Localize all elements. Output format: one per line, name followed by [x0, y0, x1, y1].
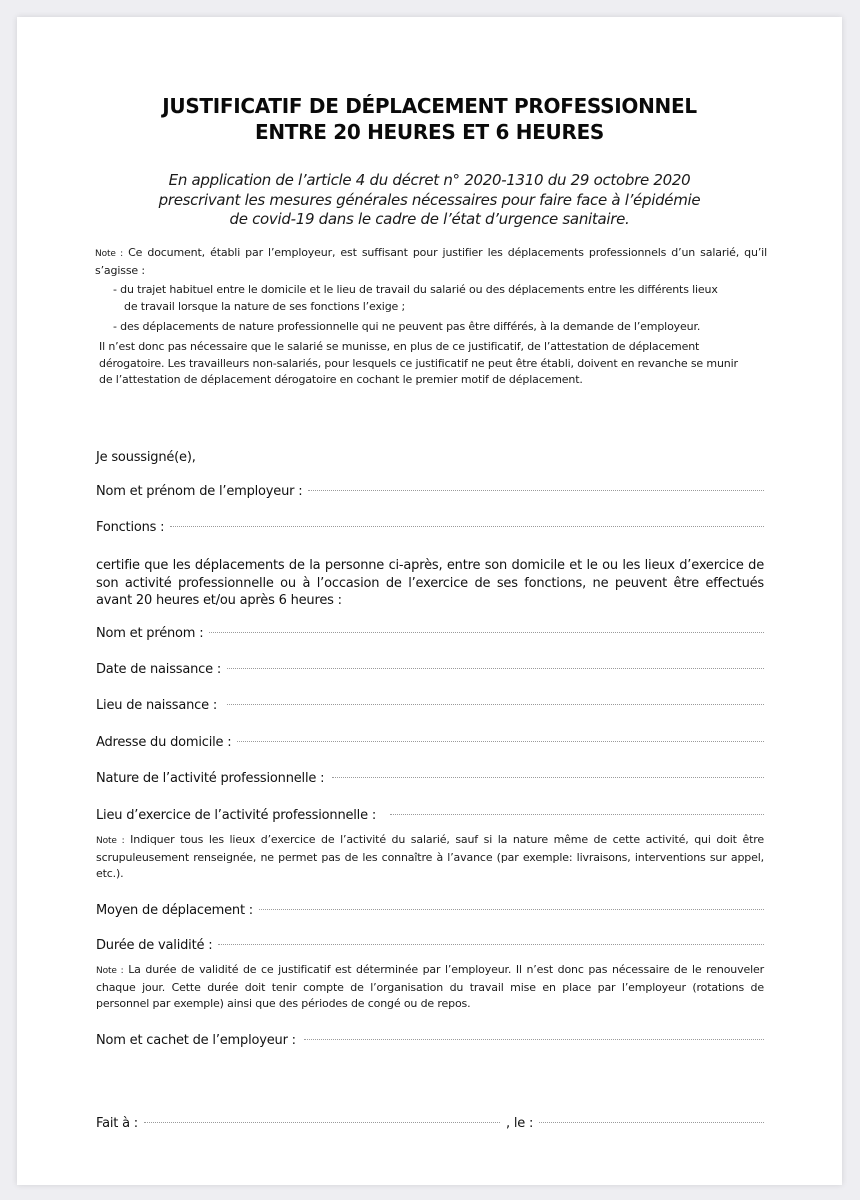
subtitle-line-1: En application de l’article 4 du décret n° 2020-1310 du 29 octobre 2020: [168, 171, 691, 189]
signature-row: [96, 1115, 764, 1133]
validity-note: Note : La durée de validité de ce justificatif est déterminée par l’employeur. Il n’est donc pas nécessaire de le renouveler chaque jour. Cette durée doit tenir compte de l’organisation du travail mise en place par l’employeur (rotations de personnel par exemple) ainsi que des périodes de congé ou de repos.: [96, 963, 764, 1011]
validity-label: Durée de validité :: [96, 938, 213, 953]
activity-nature-input-line[interactable]: [332, 776, 764, 778]
intro-note-text: Note : Ce document, établi par l’employeur, est suffisant pour justifier les déplacements professionnels d’un salarié, qu’il s’agisse :: [95, 246, 767, 277]
employee-name-label: Nom et prénom :: [96, 626, 204, 641]
workplace-label: Lieu d’exercice de l’activité professionnelle :: [96, 808, 377, 823]
birth-date-field[interactable]: [96, 661, 764, 679]
birth-place-field[interactable]: [96, 697, 764, 715]
validity-input-line[interactable]: [218, 943, 764, 945]
place-label: Fait à :: [96, 1116, 138, 1131]
birth-place-input-line[interactable]: [227, 703, 764, 705]
activity-nature-label: Nature de l’activité professionnelle :: [96, 771, 325, 786]
home-address-field[interactable]: [96, 734, 764, 752]
workplace-input-line[interactable]: [390, 813, 764, 815]
home-address-input-line[interactable]: [237, 740, 764, 742]
document-subtitle: [17, 171, 842, 230]
employer-stamp-field[interactable]: [96, 1032, 764, 1050]
workplace-field[interactable]: [96, 807, 764, 825]
note-label: Note :: [96, 966, 124, 976]
intro-note: [95, 245, 767, 389]
employer-name-label: Nom et prénom de l’employeur :: [96, 484, 303, 499]
employer-name-input-line[interactable]: [308, 489, 764, 491]
place-input-line[interactable]: [144, 1121, 500, 1123]
date-input-line[interactable]: [539, 1121, 764, 1123]
activity-nature-field[interactable]: [96, 770, 764, 788]
note-label: Note :: [95, 249, 124, 259]
document-page: [17, 17, 842, 1185]
certify-paragraph: certifie que les déplacements de la personne ci-après, entre son domicile et le ou les lieux d’exercice de son activité professionnelle ou à l’occasion de l’exercice de ses fonctions, ne peuvent être effectués avant 20 heures et/ou après 6 heures :: [96, 558, 764, 609]
functions-label: Fonctions :: [96, 520, 165, 535]
travel-mode-field[interactable]: [96, 902, 764, 920]
birth-place-label: Lieu de naissance :: [96, 698, 218, 713]
note-label: Note :: [96, 836, 125, 846]
undersigned-text: Je soussigné(e),: [96, 450, 196, 465]
employer-stamp-input-line[interactable]: [304, 1038, 764, 1040]
employee-name-input-line[interactable]: [209, 631, 764, 633]
subtitle-line-2: prescrivant les mesures générales nécessaires pour faire face à l’épidémie: [158, 190, 701, 209]
functions-field[interactable]: [96, 519, 764, 537]
validity-field[interactable]: [96, 937, 764, 955]
intro-note-bullet-1: - du trajet habituel entre le domicile et le lieu de travail du salarié ou des déplacements entre les différents lieux de travail lorsque la nature de ses fonctions l’exige ;: [113, 283, 718, 313]
birth-date-input-line[interactable]: [227, 667, 764, 669]
birth-date-label: Date de naissance :: [96, 662, 222, 677]
workplace-note: Note : Indiquer tous les lieux d’exercice de l’activité du salarié, sauf si la nature même de cette activité, qui doit être scrupuleusement renseignée, ne permet pas de les connaître à l’avance (par exemple: livraisons, interventions sur appel, etc.).: [96, 833, 764, 881]
travel-mode-input-line[interactable]: [259, 908, 764, 910]
employee-name-field[interactable]: [96, 625, 764, 643]
home-address-label: Adresse du domicile :: [96, 735, 232, 750]
title-line-1: JUSTIFICATIF DE DÉPLACEMENT PROFESSIONNEL: [162, 94, 697, 118]
travel-mode-label: Moyen de déplacement :: [96, 903, 253, 918]
intro-note-bullet-2: - des déplacements de nature professionnelle qui ne peuvent pas être différés, à la demande de l’employeur.: [113, 320, 701, 334]
document-title: [17, 93, 842, 145]
intro-note-paragraph: Il n’est donc pas nécessaire que le salarié se munisse, en plus de ce justificatif, de l’attestation de déplacement dérogatoire. Les travailleurs non-salariés, pour lesquels ce justificatif ne peut être établi, doivent en revanche se munir de l’attestation de déplacement dérogatoire en cochant le premier motif de déplacement.: [99, 339, 738, 387]
functions-input-line[interactable]: [170, 525, 764, 527]
employer-stamp-label: Nom et cachet de l’employeur :: [96, 1033, 296, 1048]
employer-name-field[interactable]: [96, 483, 764, 501]
title-line-2: ENTRE 20 HEURES ET 6 HEURES: [254, 120, 605, 144]
subtitle-line-3: de covid-19 dans le cadre de l’état d’urgence sanitaire.: [229, 210, 630, 228]
date-label: , le :: [505, 1116, 534, 1131]
